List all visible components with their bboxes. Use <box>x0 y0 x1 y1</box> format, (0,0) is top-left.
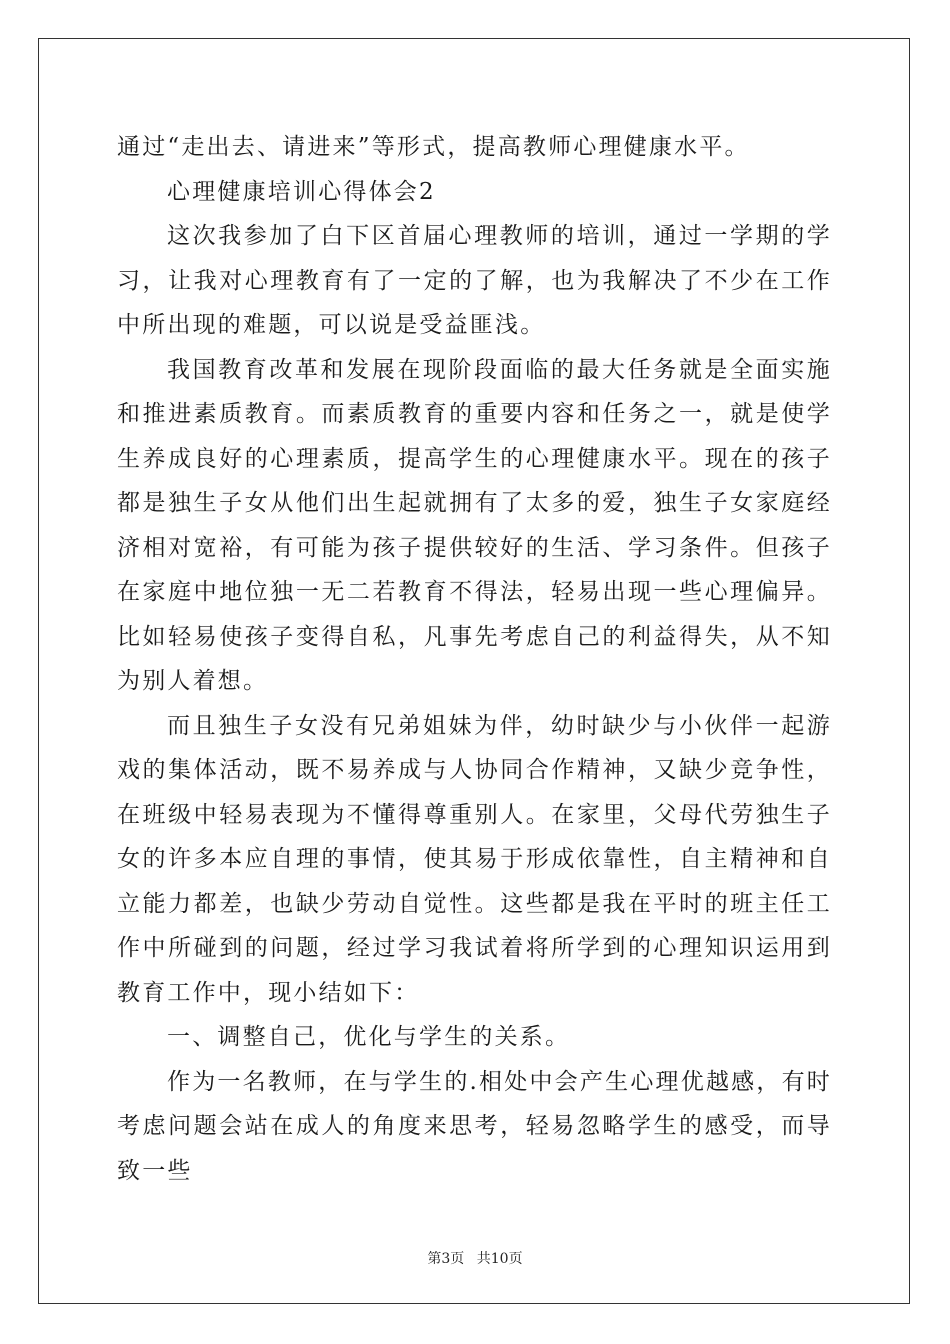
page-total: 共10页 <box>476 1251 523 1267</box>
paragraph-3: 这次我参加了白下区首届心理教师的培训，通过一学期的学习，让我对心理教育有了一定的了解，也为我解决了不少在工作中所出现的难题，可以说是受益匪浅。 <box>117 223 832 338</box>
paragraph-7: 作为一名教师，在与学生的.相处中会产生心理优越感，有时考虑问题会站在成人的角度来思考，轻易忽略学生的感受，而导致一些 <box>117 1068 832 1184</box>
paragraph-4: 我国教育改革和发展在现阶段面临的最大任务就是全面实施和推进素质教育。而素质教育的重要内容和任务之一，就是使学生养成良好的心理素质，提高学生的心理健康水平。现在的孩子都是独生子女从他们出生起就拥有了太多的爱，独生子女家庭经济相对宽裕，有可能为孩子提供较好的生活、学习条件。但孩子在家庭中地位独一无二若教育不得法，轻易出现一些心理偏异。比如轻易使孩子变得自私，凡事先考虑自己的利益得失，从不知为别人着想。 <box>117 356 832 694</box>
document-body <box>117 125 832 1193</box>
page-footer <box>0 1248 950 1268</box>
paragraph-1: 通过“走出去、请进来”等形式，提高教师心理健康水平。 <box>117 134 750 160</box>
section-heading: 心理健康培训心得体会2 <box>167 178 436 205</box>
subheading-1: 一、调整自己，优化与学生的关系。 <box>167 1024 571 1050</box>
page-number: 第3页 <box>427 1251 465 1267</box>
paragraph-5: 而且独生子女没有兄弟姐妹为伴，幼时缺少与小伙伴一起游戏的集体活动，既不易养成与人协同合作精神，又缺少竞争性，在班级中轻易表现为不懂得尊重别人。在家里，父母代劳独生子女的许多本应自理的事情，使其易于形成依靠性，自主精神和自立能力都差，也缺少劳动自觉性。这些都是我在平时的班主任工作中所碰到的问题，经过学习我试着将所学到的心理知识运用到教育工作中，现小结如下： <box>117 712 832 1006</box>
